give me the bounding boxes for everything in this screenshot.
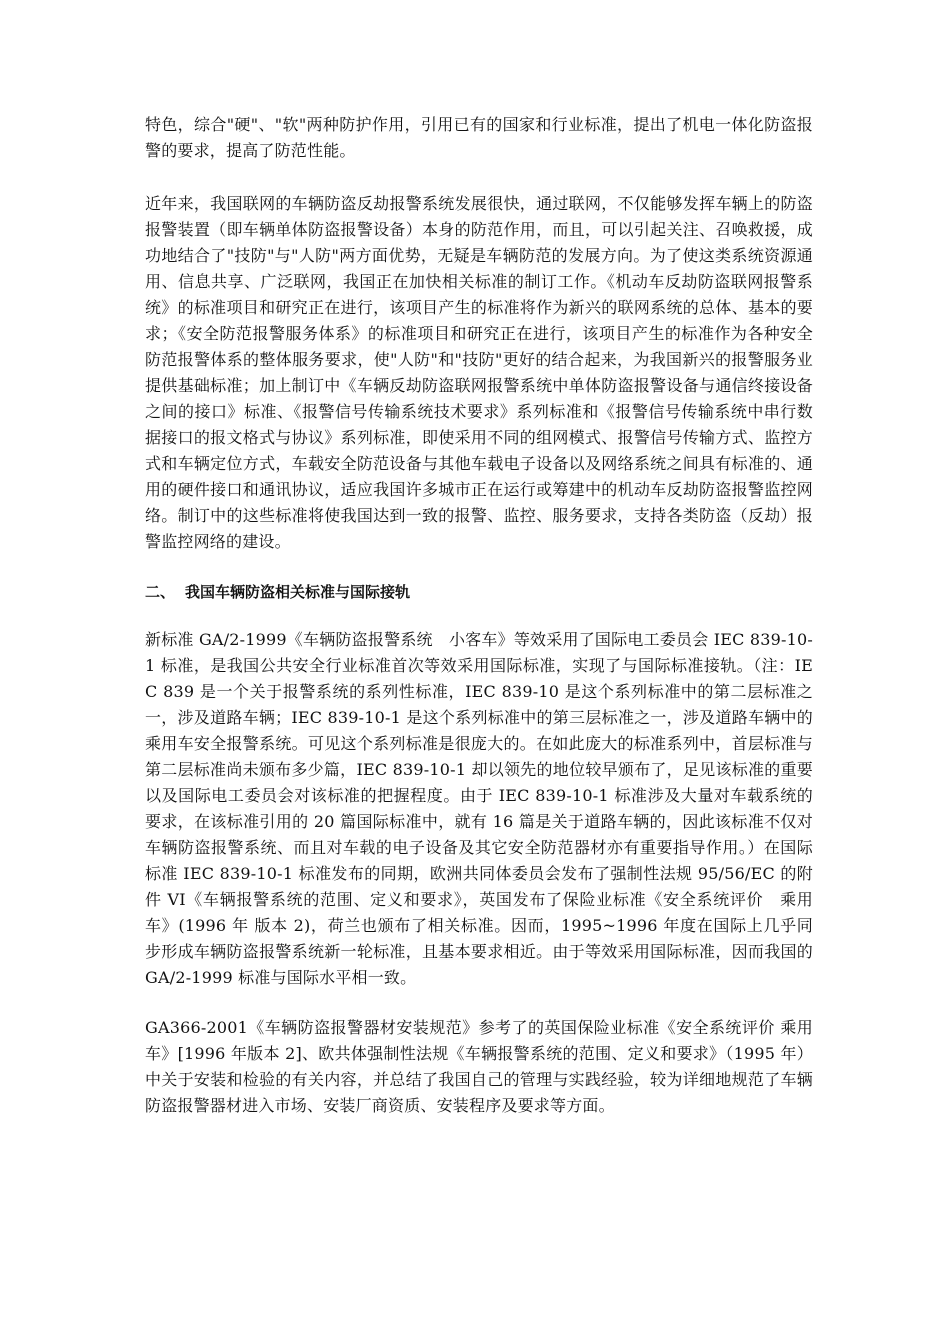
paragraph-international-standards: 新标准 GA/2-1999《车辆防盗报警系统 小客车》等效采用了国际电工委员会 IEC 839-10-1 标准，是我国公共安全行业标准首次等效采用国际标准，实现了与国际标准接轨。（注：IEC 839 是一个关于报警系统的系列性标准，IEC 839-10 是这个系列标准中的第二层标准之一，涉及道路车辆；IEC 839-10-1 是这个系列标准中的第三层标准之一，涉及道路车辆中的乘用车安全报警系统。可见这个系列标准是很庞大的。在如此庞大的标准系列中，首层标准与第二层标准尚未颁布多少篇，IEC 839-10-1 却以领先的地位较早颁布了，足见该标准的重要以及国际电工委员会对该标准的把握程度。由于 IEC 839-10-1 标准涉及大量对车载系统的要求，在该标准引用的 20 篇国际标准中，就有 16 篇是关于道路车辆的，因此该标准不仅对车辆防盗报警系统、而且对车载的电子设备及其它安全防范器材亦有重要指导作用。）在国际标准 IEC 839-10-1 标准发布的同期，欧洲共同体委员会发布了强制性法规 95/56/EC 的附件 VI《车辆报警系统的范围、定义和要求》，英国发布了保险业标准《安全系统评价 乘用车》(1996 年 版本 2)，荷兰也颁布了相关标准。因而，1995~1996 年度在国际上几乎同步形成车辆防盗报警系统新一轮标准，且基本要求相近。由于等效采用国际标准，因而我国的 GA/2-1999 标准与国际水平相一致。: [145, 630, 813, 987]
section-title: 我国车辆防盗相关标准与国际接轨: [185, 583, 411, 601]
section-heading: [145, 579, 813, 605]
section-number: 二、: [145, 583, 176, 601]
paragraph-networked-systems: 近年来，我国联网的车辆防盗反劫报警系统发展很快，通过联网，不仅能够发挥车辆上的防盗报警装置（即车辆单体防盗报警设备）本身的防范作用，而且，可以引起关注、召唤救援，成功地结合了"技防"与"人防"两方面优势，无疑是车辆防范的发展方向。为了使这类系统资源通用、信息共享、广泛联网，我国正在加快相关标准的制订工作。《机动车反劫防盗联网报警系统》的标准项目和研究正在进行，该项目产生的标准将作为新兴的联网系统的总体、基本的要求；《安全防范报警服务体系》的标准项目和研究正在进行，该项目产生的标准作为各种安全防范报警体系的整体服务要求，使"人防"和"技防"更好的结合起来，为我国新兴的报警服务业提供基础标准；加上制订中《车辆反劫防盗联网报警系统中单体防盗报警设备与通信终接设备之间的接口》标准、《报警信号传输系统技术要求》系列标准和《报警信号传输系统中串行数据接口的报文格式与协议》系列标准，即使采用不同的组网模式、报警信号传输方式、监控方式和车辆定位方式，车载安全防范设备与其他车载电子设备以及网络系统之间具有标准的、通用的硬件接口和通讯协议，适应我国许多城市正在运行或筹建中的机动车反劫防盗报警监控网络。制订中的这些标准将使我国达到一致的报警、监控、服务要求，支持各类防盗（反劫）报警监控网络的建设。: [145, 194, 813, 551]
document-body: [145, 112, 813, 1141]
paragraph-installation-spec: GA366-2001《车辆防盗报警器材安装规范》参考了的英国保险业标准《安全系统评价 乘用车》[1996 年版本 2]、欧共体强制性法规《车辆报警系统的范围、定义和要求》（1995 年）中关于安装和检验的有关内容，并总结了我国自己的管理与实践经验，较为详细地规范了车辆防盗报警器材进入市场、安装厂商资质、安装程序及要求等方面。: [145, 1018, 813, 1115]
paragraph-intro-tail: 特色，综合"硬"、"软"两种防护作用，引用已有的国家和行业标准，提出了机电一体化防盗报警的要求，提高了防范性能。: [145, 115, 813, 160]
